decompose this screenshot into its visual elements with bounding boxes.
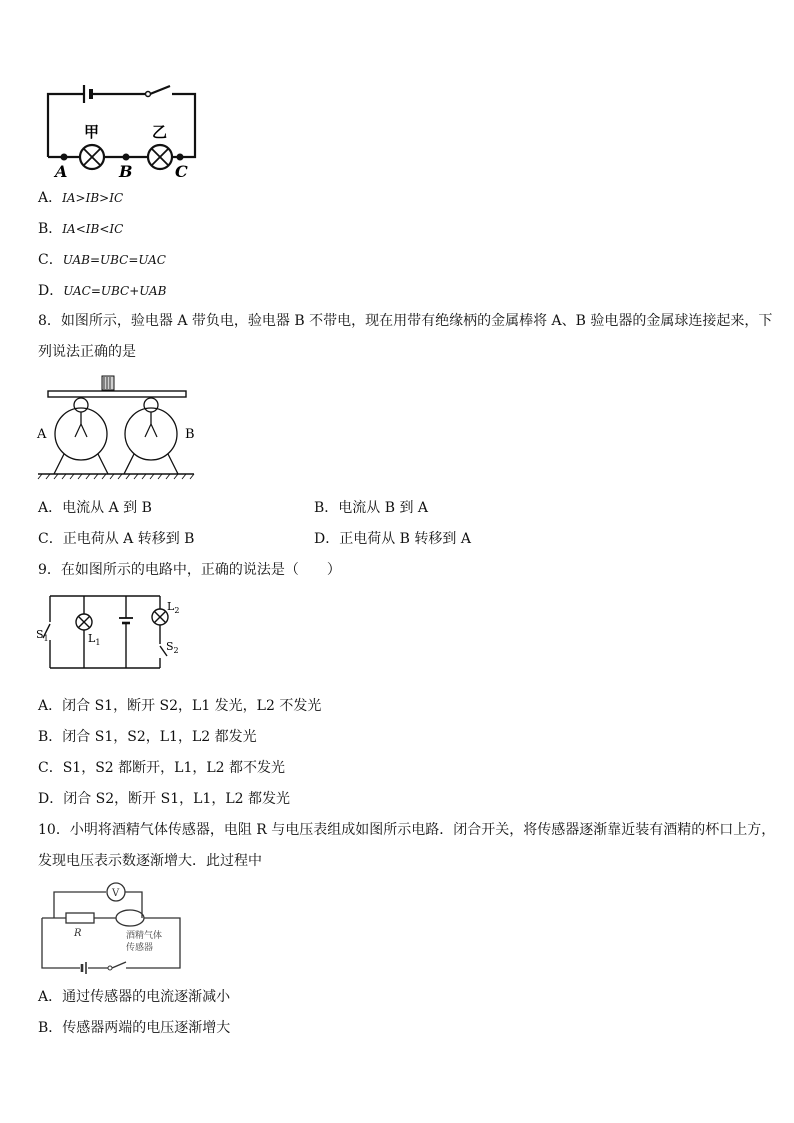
q8-option-a[interactable]: A．电流从 A 到 B	[38, 500, 152, 516]
q7-circuit-figure	[40, 82, 205, 182]
q9-figure-l2: $L_2$	[167, 600, 180, 615]
q7-option-b[interactable]: B．IA<IB<IC	[38, 221, 124, 237]
q10-option-a[interactable]: A．通过传感器的电流逐渐减小	[38, 989, 231, 1005]
q10-stem-line2: 发现电压表示数逐渐增大．此过程中	[38, 853, 262, 869]
q7-lamp-yi-label: 乙	[152, 123, 168, 141]
q7-option-a[interactable]: A．IA>IB>IC	[38, 190, 124, 206]
q7-lamp-jia-label: 甲	[84, 123, 100, 141]
q10-option-b[interactable]: B．传感器两端的电压逐渐增大	[38, 1020, 231, 1036]
q10-meter-label: V	[112, 888, 120, 899]
q9-figure-s1: $S_1$	[36, 628, 49, 643]
q9-circuit-figure	[36, 588, 186, 670]
q10-sensor-label-line1: 酒精气体	[126, 931, 163, 941]
q8-figure-label-b: B	[185, 427, 195, 442]
q10-resistor-label: R	[74, 928, 82, 939]
q8-stem-line1: 8．如图所示，验电器 A 带负电，验电器 B 不带电，现在用带有绝缘柄的金属棒将 A、B 验电器的金属球连接起来，下	[38, 313, 773, 329]
q9-option-d[interactable]: D．闭合 S2，断开 S1，L1，L2 都发光	[38, 791, 290, 807]
q7-point-a-label: A	[55, 162, 68, 181]
q9-option-c[interactable]: C．S1，S2 都断开，L1，L2 都不发光	[38, 760, 286, 776]
q10-stem-line1: 10．小明将酒精气体传感器，电阻 R 与电压表组成如图所示电路．闭合开关，将传感器逐渐靠近装有酒精的杯口上方，	[38, 822, 776, 838]
q10-sensor-label-line2: 传感器	[126, 943, 154, 953]
q8-stem-line2: 列说法正确的是	[38, 344, 136, 360]
q8-option-c[interactable]: C．正电荷从 A 转移到 B	[38, 531, 195, 547]
q7-point-b-label: B	[119, 162, 133, 181]
q7-option-a-text: IA>IB>IC	[62, 191, 124, 205]
q8-option-b[interactable]: B．电流从 B 到 A	[314, 500, 429, 516]
q10-circuit-figure	[38, 882, 188, 974]
q7-option-c-text: UAB=UBC=UAC	[62, 253, 166, 267]
q9-stem: 9．在如图所示的电路中，正确的说法是（ ）	[38, 562, 341, 578]
q7-point-c-label: C	[175, 162, 188, 181]
q9-option-b[interactable]: B．闭合 S1，S2，L1，L2 都发光	[38, 729, 257, 745]
q8-option-d[interactable]: D．正电荷从 B 转移到 A	[314, 531, 471, 547]
q8-electroscope-figure	[36, 374, 196, 480]
q8-figure-label-a: A	[37, 427, 47, 442]
q7-option-d[interactable]: D．UAC=UBC+UAB	[38, 283, 167, 299]
q7-option-c[interactable]: C．UAB=UBC=UAC	[38, 252, 166, 268]
q7-option-d-text: UAC=UBC+UAB	[63, 284, 167, 298]
q7-option-b-text: IA<IB<IC	[62, 222, 124, 236]
q9-option-a[interactable]: A．闭合 S1，断开 S2，L1 发光，L2 不发光	[38, 698, 322, 714]
q9-figure-s2: $S_2$	[166, 640, 179, 655]
q9-figure-l1: $L_1$	[88, 632, 101, 647]
